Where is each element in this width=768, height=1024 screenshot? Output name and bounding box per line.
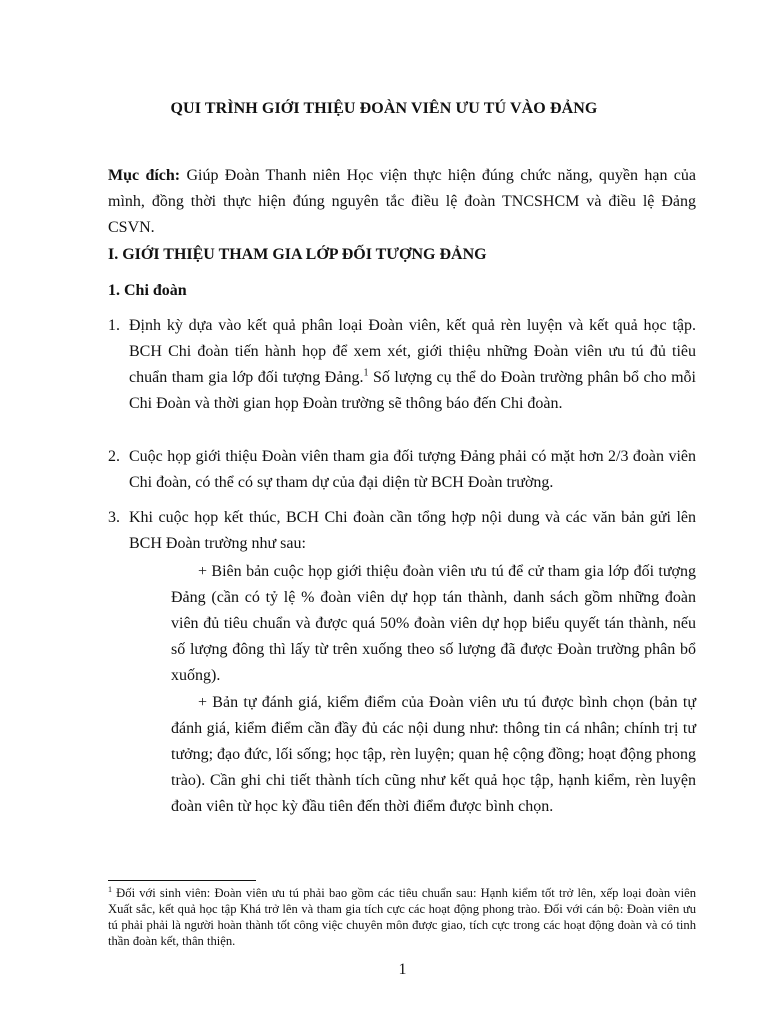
footnote (108, 885, 696, 949)
list-item-text: Khi cuộc họp kết thúc, BCH Chi đoàn cần tổng hợp nội dung và các văn bản gửi lên BCH Đoàn trường như sau: (129, 509, 696, 552)
footnote-reference[interactable]: 1 (363, 367, 369, 379)
footnote-text: Đối với sinh viên: Đoàn viên ưu tú phải bao gồm các tiêu chuẩn sau: Hạnh kiểm tốt trở lên, xếp loại đoàn viên Xuất sắc, kết quả học tập Khá trở lên và tham gia tích cực các hoạt động phong trào. Đối với cán bộ: Đoàn viên ưu tú phải phải là người hoàn thành tốt công việc chuyên môn được giao, tích cực trong các hoạt động đoàn và có tinh thần đoàn kết, thân thiện. (108, 886, 696, 948)
list-item (108, 505, 696, 557)
list-item-text: Cuộc họp giới thiệu Đoàn viên tham gia đối tượng Đảng phải có mặt hơn 2/3 đoàn viên Chi đoàn, có thể có sự tham dự của đại diện từ BCH Đoàn trường. (129, 448, 696, 491)
list-item-text-part: Số lượng cụ thể do Đoàn trường phân bổ cho mỗi Chi Đoàn và thời gian họp Đoàn trường sẽ thông báo đến Chi đoàn. (129, 369, 697, 412)
purpose-paragraph (108, 163, 696, 241)
list-item (108, 444, 696, 496)
footnote-marker: 1 (108, 884, 112, 894)
subsection-heading: 1. Chi đoàn (108, 282, 187, 299)
purpose-text: Giúp Đoàn Thanh niên Học viện thực hiện đúng chức năng, quyền hạn của mình, đồng thời thực hiện đúng nguyên tắc điều lệ đoàn TNCSHCM và điều lệ Đảng CSVN. (108, 167, 697, 236)
list-item (108, 313, 696, 417)
footnote-divider (108, 880, 256, 881)
list-item-number: 1. (108, 317, 120, 334)
list-item-number: 2. (108, 448, 120, 465)
list-item-text-part: Định kỳ dựa vào kết quả phân loại Đoàn viên, kết quả rèn luyện và kết quả học tập. BCH Chi đoàn tiến hành họp để xem xét, giới thiệu những Đoàn viên ưu tú đủ tiêu chuẩn tham gia lớp đối tượng Đảng. (129, 317, 696, 386)
list-item-text (129, 313, 696, 417)
page-number: 1 (398, 961, 407, 978)
document-title: QUI TRÌNH GIỚI THIỆU ĐOÀN VIÊN ƯU TÚ VÀO ĐẢNG (170, 100, 598, 117)
sub-item-self-assessment: + Bản tự đánh giá, kiểm điểm của Đoàn viên ưu tú được bình chọn (bản tự đánh giá, kiểm điểm cần đầy đủ các nội dung như: thông tin cá nhân; chính trị tư tưởng; đạo đức, lối sống; học tập, rèn luyện; quan hệ cộng đồng; hoạt động phong trào). Cần ghi chi tiết thành tích cũng như kết quả học tập, hạnh kiểm, rèn luyện đoàn viên từ học kỳ đầu tiên đến thời điểm được bình chọn. (171, 694, 696, 815)
list-item-number: 3. (108, 509, 120, 526)
purpose-label: Mục đích: (108, 167, 181, 184)
sub-item-meeting-minutes: + Biên bản cuộc họp giới thiệu đoàn viên ưu tú để cử tham gia lớp đối tượng Đảng (cần có tỷ lệ % đoàn viên dự họp tán thành, danh sách gồm những đoàn viên đủ tiêu chuẩn và được quá 50% đoàn viên dự họp biểu quyết tán thành, nếu số lượng đông thì lấy từ trên xuống theo số lượng đã được Đoàn trường phân bổ xuống). (171, 563, 696, 684)
section-heading: I. GIỚI THIỆU THAM GIA LỚP ĐỐI TƯỢNG ĐẢNG (108, 246, 487, 263)
